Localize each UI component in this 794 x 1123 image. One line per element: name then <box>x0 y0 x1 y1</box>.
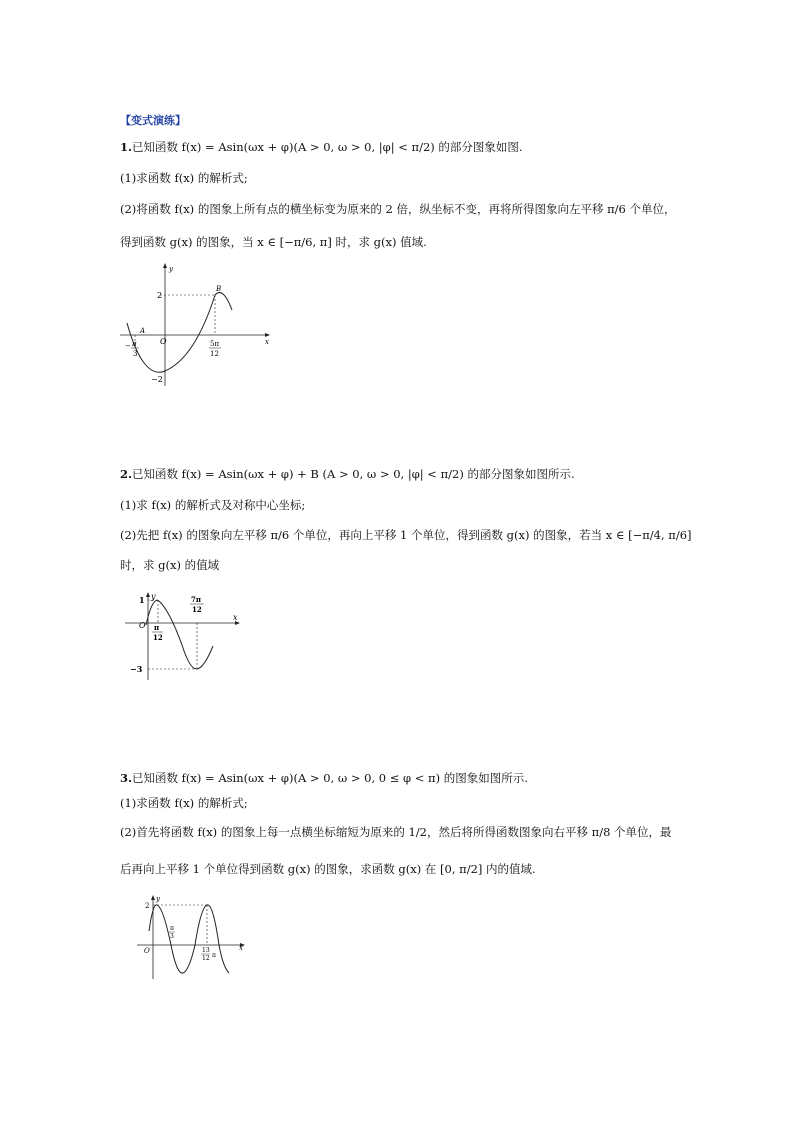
problem-1-part2-line1: (2)将函数 f(x) 的图象上所有点的横坐标变为原来的 2 倍，纵坐标不变，再将所得图象向左平移 π/6 个单位， <box>120 202 676 216</box>
point-b-label: B <box>216 285 222 293</box>
problem-stem-text: 已知函数 f(x) = Asin(ωx + φ)(A > 0, ω > 0, |φ| < π/2) 的部分图象如图. <box>132 140 523 154</box>
problem-number: 2. <box>120 467 133 481</box>
problem-2-part1: (1)求 f(x) 的解析式及对称中心坐标; <box>120 498 306 512</box>
problem-number: 1. <box>120 140 133 154</box>
x-tick-left-num: π <box>132 340 137 348</box>
point-a-label: A <box>140 327 146 335</box>
problem-1-graph <box>115 258 275 393</box>
x-tick-right-num: 5π <box>210 340 220 348</box>
y-tick-bottom: −3 <box>130 664 143 674</box>
x-tick-left-minus: − <box>125 342 131 350</box>
x-tick2-den: 12 <box>192 605 202 614</box>
x-tick1-num: π <box>170 925 174 932</box>
y-tick-bottom: −2 <box>151 375 163 384</box>
x-tick2-den: 12 <box>202 955 210 962</box>
problem-1-stem <box>120 139 523 155</box>
x-tick2-num: 13 <box>202 947 210 954</box>
section-title: 【变式演练】 <box>120 114 186 127</box>
origin-label: O <box>160 337 167 346</box>
x-tick-left-den: 3 <box>133 350 138 358</box>
y-axis-label: y <box>156 895 160 903</box>
y-axis-label: y <box>151 592 156 601</box>
problem-3-graph <box>135 893 250 983</box>
y-axis-label: y <box>169 265 173 273</box>
problem-3-stem <box>120 770 528 786</box>
x-tick1-num: π <box>154 623 160 632</box>
origin-label: O <box>144 947 150 955</box>
y-tick-top: 2 <box>157 291 163 300</box>
x-axis-label: x <box>265 338 269 346</box>
problem-stem-text: 已知函数 f(x) = Asin(ωx + φ)(A > 0, ω > 0, 0 ≤ φ < π) 的图象如图所示. <box>132 771 528 785</box>
problem-2-stem <box>120 466 575 482</box>
y-tick-top: 1 <box>139 595 145 605</box>
y-axis-arrow <box>151 895 155 900</box>
problem-stem-text: 已知函数 f(x) = Asin(ωx + φ) + B (A > 0, ω > 0, |φ| < π/2) 的部分图象如图所示. <box>132 467 575 481</box>
problem-1-part2-line2: 得到函数 g(x) 的图象，当 x ∈ [−π/6, π] 时，求 g(x) 值域. <box>120 235 427 249</box>
x-tick2-num: 7π <box>191 595 201 604</box>
x-tick1-den: 12 <box>153 633 163 642</box>
x-tick2-pi: π <box>212 952 216 959</box>
problem-2-part2-line1: (2)先把 f(x) 的图象向左平移 π/6 个单位，再向上平移 1 个单位，得到函数 g(x) 的图象，若当 x ∈ [−π/4, π/6] <box>120 528 692 542</box>
problem-number: 3. <box>120 771 133 785</box>
problem-2-part2-line2: 时，求 g(x) 的值域 <box>120 558 220 572</box>
origin-label: O <box>139 621 146 630</box>
problem-1-part1: (1)求函数 f(x) 的解析式; <box>120 171 248 185</box>
y-axis-arrow <box>163 263 167 268</box>
x-axis-label: x <box>239 944 243 952</box>
problem-3-part2-line1: (2)首先将函数 f(x) 的图象上每一点横坐标缩短为原来的 1/2，然后将所得函数图象向右平移 π/8 个单位，最 <box>120 825 672 839</box>
x-axis-arrow <box>265 333 270 337</box>
x-axis-label: x <box>233 613 238 622</box>
sine-curve <box>149 905 229 973</box>
problem-3-part1: (1)求函数 f(x) 的解析式; <box>120 796 248 810</box>
y-axis-arrow <box>146 592 150 597</box>
problem-3-part2-line2: 后再向上平移 1 个单位得到函数 g(x) 的图象，求函数 g(x) 在 [0, π/2] 内的值域. <box>120 862 536 876</box>
x-tick-right-den: 12 <box>210 350 219 358</box>
y-tick-top: 2 <box>145 902 150 910</box>
x-tick1-den: 3 <box>170 933 174 940</box>
problem-2-graph <box>120 590 250 682</box>
